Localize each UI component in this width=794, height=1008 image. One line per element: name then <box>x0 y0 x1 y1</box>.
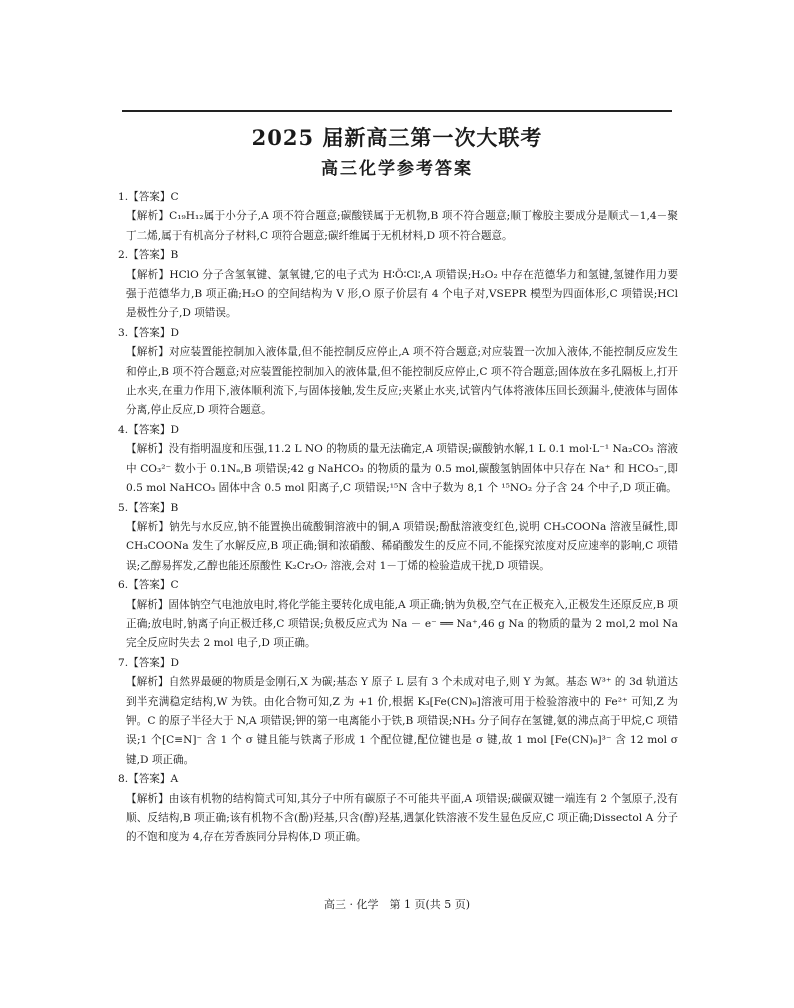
answer-line: 1.【答案】C <box>118 191 179 203</box>
question-3 <box>118 324 678 421</box>
question-1 <box>118 188 678 246</box>
question-6 <box>118 576 678 654</box>
question-2 <box>118 246 678 324</box>
answer-line: 5.【答案】B <box>118 501 179 514</box>
analysis-text: 【解析】C₁₉H₁₂属于小分子,A 项不符合题意;碳酸镁属于无机物,B 项不符合题意;顺丁橡胶主要成分是顺式－1,4－聚丁二烯,属于有机高分子材料,C 项符合题意;碳纤维属于无机材料,D 项不符合题意。 <box>126 210 678 242</box>
analysis-text: 【解析】对应装置能控制加入液体量,但不能控制反应停止,A 项不符合题意;对应装置一次加入液体,不能控制反应发生和停止,B 项不符合题意;对应装置能控制加入的液体量,但不能控制反应停止,C 项不符合题意;固体放在多孔隔板上,打开止水夹,在重力作用下,液体顺利流下,与固体接触,发生反应;夹紧止水夹,试管内气体将液体压回长颈漏斗,使液体与固体分离,停止反应,D 项符合题意。 <box>126 346 678 417</box>
header-rule <box>122 110 672 112</box>
analysis-text: 【解析】钠先与水反应,钠不能置换出硫酸铜溶液中的铜,A 项错误;酚酞溶液变红色,说明 CH₃COONa 溶液呈碱性,即 CH₃COONa 发生了水解反应,B 项正确;铜和浓硝酸、稀硝酸发生的反应不同,不能探究浓度对反应速率的影响,C 项错误;乙醇易挥发,乙醇也能还原酸性 K₂Cr₂O₇ 溶液,会对 1－丁烯的检验造成干扰,D 项错误。 <box>126 520 678 572</box>
question-7 <box>118 654 678 770</box>
answer-list <box>118 188 678 848</box>
answer-line: 4.【答案】D <box>118 423 179 436</box>
answer-line: 8.【答案】A <box>118 773 179 786</box>
analysis-text: 【解析】固体钠空气电池放电时,将化学能主要转化成电能,A 项正确;钠为负极,空气在正极充入,正极发生还原反应,B 项正确;放电时,钠离子向正极迁移,C 项错误;负极反应式为 Na － e⁻ ══ Na⁺,46 g Na 的物质的量为 2 mol,2 mol Na 完全反应时失去 2 mol 电子,D 项正确。 <box>126 598 678 650</box>
question-4 <box>118 421 678 499</box>
answer-line: 2.【答案】B <box>118 249 179 262</box>
analysis-text: 【解析】HClO 分子含氢氧键、氯氧键,它的电子式为 H∶Ö∶Cl∶,A 项错误;H₂O₂ 中存在范德华力和氢键,氢键作用力要强于范德华力,B 项正确;H₂O 的空间结构为 V 形,O 原子价层有 4 个电子对,VSEPR 模型为四面体形,C 项错误;HCl 是极性分子,D 项错误。 <box>126 268 678 320</box>
analysis-text: 【解析】没有指明温度和压强,11.2 L NO 的物质的量无法确定,A 项错误;碳酸钠水解,1 L 0.1 mol·L⁻¹ Na₂CO₃ 溶液中 CO₃²⁻ 数小于 0.1Nₐ,B 项错误;42 g NaHCO₃ 的物质的量为 0.5 mol,碳酸氢钠固体中只存在 Na⁺ 和 HCO₃⁻,即 0.5 mol NaHCO₃ 固体中含 0.5 mol 阳离子,C 项错误;¹⁵N 含中子数为 8,1 个 ¹⁵NO₂ 分子含 24 个中子,D 项正确。 <box>126 443 678 495</box>
analysis-text: 【解析】由该有机物的结构简式可知,其分子中所有碳原子不可能共平面,A 项错误;碳碳双键一端连有 2 个氢原子,没有顺、反结构,B 项正确;该有机物不含(酚)羟基,只含(醇)羟基,遇氯化铁溶液不发生显色反应,C 项正确;Dissectol A 分子的不饱和度为 4,存在芳香族同分异构体,D 项正确。 <box>126 792 678 844</box>
question-8 <box>118 770 678 848</box>
answer-line: 7.【答案】D <box>118 656 179 669</box>
page-subtitle: 高三化学参考答案 <box>321 159 473 179</box>
question-5 <box>118 499 678 577</box>
page-title: 2025 届新高三第一次大联考 <box>251 125 543 150</box>
page-footer: 高三 · 化学 第 1 页(共 5 页) <box>323 898 471 911</box>
analysis-text: 【解析】自然界最硬的物质是金刚石,X 为碳;基态 Y 原子 L 层有 3 个未成对电子,则 Y 为氮。基态 W³⁺ 的 3d 轨道达到半充满稳定结构,W 为铁。由化合物可知,Z 为 +1 价,根据 K₃[Fe(CN)₆]溶液可用于检验溶液中的 Fe²⁺ 可知,Z 为钾。C 的原子半径大于 N,A 项错误;钾的第一电离能小于铁,B 项错误;NH₃ 分子间存在氢键,氨的沸点高于甲烷,C 项错误;1 个[C≡N]⁻ 含 1 个 σ 键且能与铁离子形成 1 个配位键,配位键也是 σ 键,故 1 mol [Fe(CN)₆]³⁻ 含 12 mol σ 键,D 项正确。 <box>126 676 678 766</box>
answer-line: 3.【答案】D <box>118 326 179 339</box>
answer-line: 6.【答案】C <box>118 579 179 592</box>
